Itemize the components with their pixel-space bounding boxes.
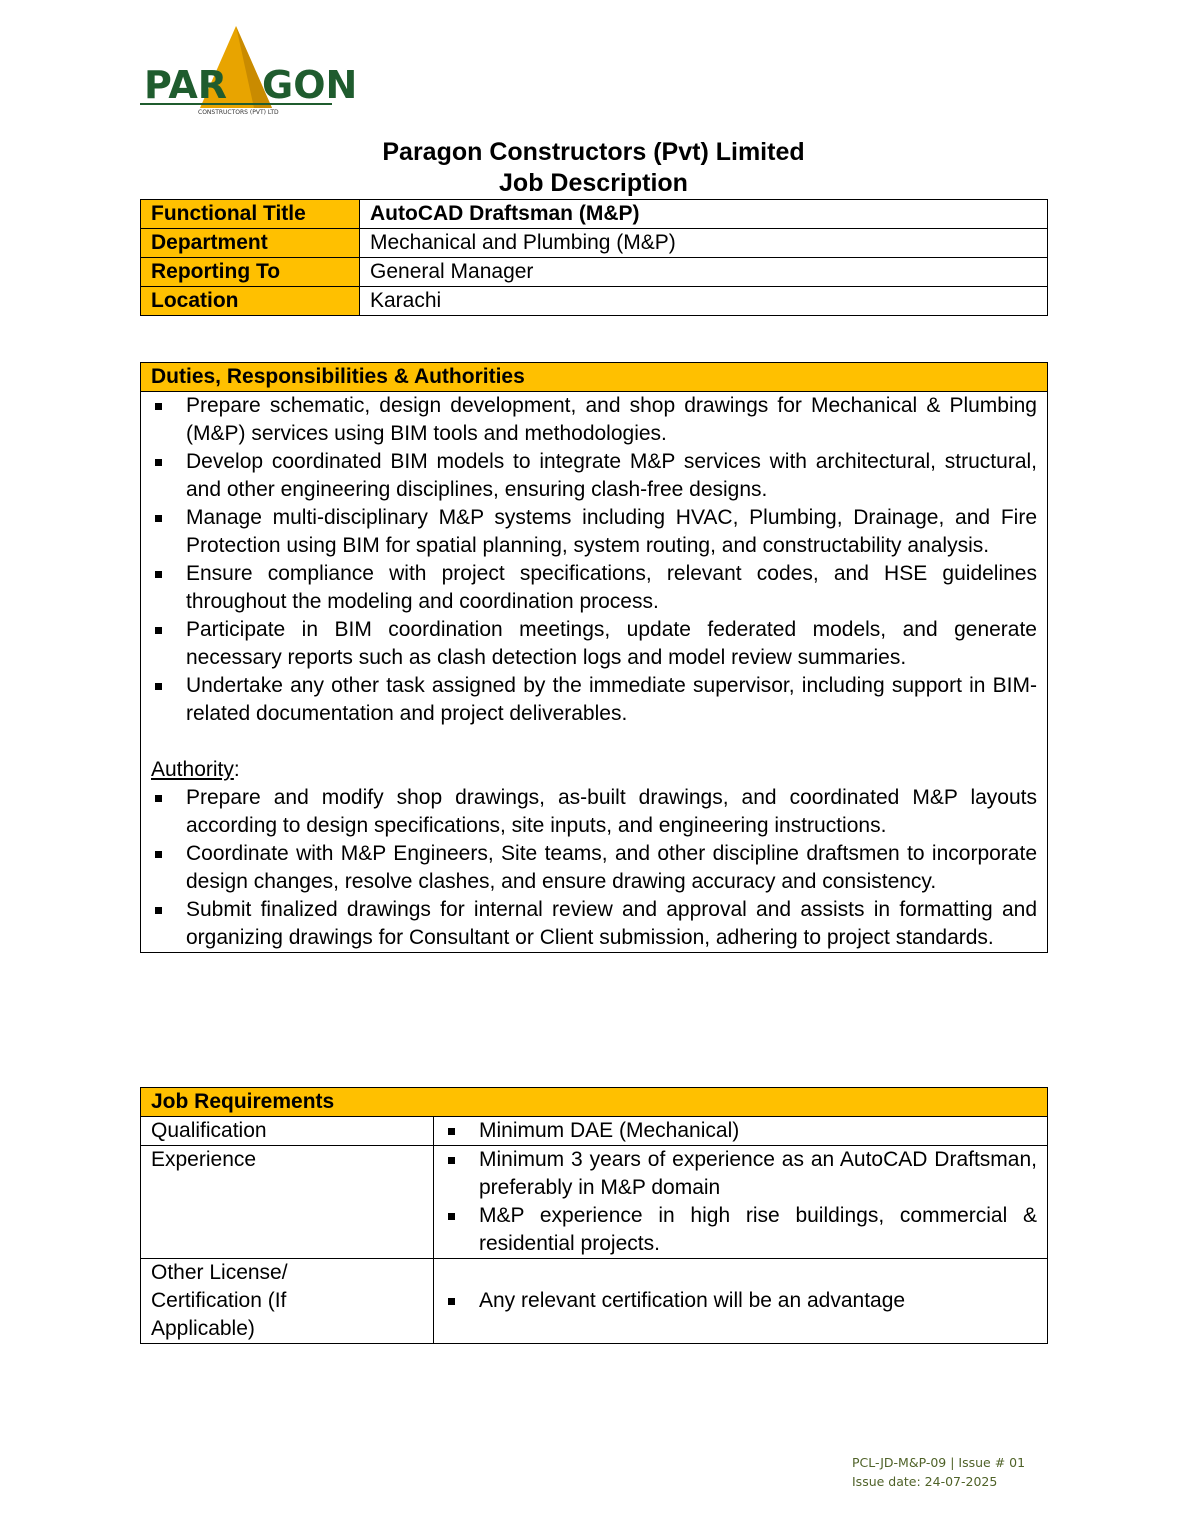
authority-list [151, 784, 1037, 952]
info-label: Location [141, 287, 360, 316]
authority-label: Authority [151, 758, 234, 781]
issue-date: Issue date: 24-07-2025 [852, 1474, 998, 1489]
info-row-reporting [141, 258, 1048, 287]
list-item: Minimum DAE (Mechanical) [444, 1117, 1037, 1145]
list-item: M&P experience in high rise buildings, commercial & residential projects. [444, 1202, 1037, 1258]
requirement-value [434, 1117, 1048, 1146]
company-name: Paragon Constructors (Pvt) Limited [382, 138, 805, 166]
list-item: Manage multi-disciplinary M&P systems including HVAC, Plumbing, Drainage, and Fire Protection using BIM for spatial planning, system routing, and constructability analysis. [151, 504, 1037, 560]
document-type: Job Description [499, 169, 688, 197]
info-value: Mechanical and Plumbing (M&P) [360, 229, 1048, 258]
list-item: Submit finalized drawings for internal review and approval and assists in formatting and organizing drawings for Consultant or Client submission, adhering to project standards. [151, 896, 1037, 952]
requirements-heading: Job Requirements [141, 1088, 1048, 1117]
list-item: Develop coordinated BIM models to integrate M&P services with architectural, structural, and other engineering disciplines, ensuring clash-free designs. [151, 448, 1037, 504]
list-item: Undertake any other task assigned by the immediate supervisor, including support in BIM-related documentation and project deliverables. [151, 672, 1037, 728]
requirement-label: Other License/ Certification (If Applicable) [141, 1259, 434, 1344]
info-label: Department [141, 229, 360, 258]
info-value: General Manager [360, 258, 1048, 287]
logo-graphic [136, 22, 358, 118]
info-label: Reporting To [141, 258, 360, 287]
list-item: Coordinate with M&P Engineers, Site teams, and other discipline draftsmen to incorporate design changes, resolve clashes, and ensure drawing accuracy and consistency. [151, 840, 1037, 896]
list-item: Ensure compliance with project specifications, relevant codes, and HSE guidelines throughout the modeling and coordination process. [151, 560, 1037, 616]
logo-wordmark-right: GON [262, 63, 358, 107]
job-info-table [140, 199, 1048, 316]
info-value: Karachi [360, 287, 1048, 316]
requirement-row-qualification [141, 1117, 1048, 1146]
list-item: Prepare and modify shop drawings, as-built drawings, and coordinated M&P layouts according to design specifications, site inputs, and engineering instructions. [151, 784, 1037, 840]
requirement-value [434, 1146, 1048, 1259]
requirement-row-certification [141, 1259, 1048, 1344]
requirement-label: Qualification [141, 1117, 434, 1146]
requirement-label: Experience [141, 1146, 434, 1259]
company-logo [136, 22, 358, 118]
requirement-value [434, 1259, 1048, 1344]
info-row-location [141, 287, 1048, 316]
info-label: Functional Title [141, 200, 360, 229]
document-footer [852, 1453, 1025, 1491]
duties-table [140, 362, 1048, 953]
requirement-row-experience [141, 1146, 1048, 1259]
logo-wordmark-left: PAR [144, 63, 228, 107]
list-item: Any relevant certification will be an advantage [444, 1287, 1037, 1315]
info-row-department [141, 229, 1048, 258]
duties-body: Prepare schematic, design development, and shop drawings for Mechanical & Plumbing (M&P) services using BIM tools and methodologies. Develop coordinated BIM models to integrate M&P services with architectural, structural, and other engineering disciplines, ensuring clash-free designs. Manage multi-disciplinary M&P systems including HVAC, Plumbing, Drainage, and Fire Protection using BIM for spatial planning, system routing, and constructability analysis. Ensure compliance with project specifications, relevant codes, and HSE guidelines throughout the modeling and coordination process. Participate in BIM coordination meetings, update federated models, and generate necessary reports such as clash detection logs and model review summaries. Undertake any other task assigned by the immediate supervisor, including support in BIM-related documentation and project deliverables. Authority: Prepare and modify shop drawings, as-built drawings, and coordinated M&P layouts according to design specifications, site inputs, and engineering instructions. Coordinate with M&P Engineers, Site teams, and other discipline draftsmen to incorporate design changes, resolve clashes, and ensure drawing accuracy and consistency. Submit finalized drawings for internal review and approval and assists in formatting and organizing drawings for Consultant or Client submission, adhering to project standards. [141, 392, 1048, 953]
list-item: Prepare schematic, design development, and shop drawings for Mechanical & Plumbing (M&P) services using BIM tools and methodologies. [151, 392, 1037, 448]
duties-list [151, 392, 1037, 728]
duties-heading: Duties, Responsibilities & Authorities [141, 363, 1048, 392]
list-item: Participate in BIM coordination meetings, update federated models, and generate necessary reports such as clash detection logs and model review summaries. [151, 616, 1037, 672]
info-value: AutoCAD Draftsman (M&P) [360, 200, 1048, 229]
info-row-title [141, 200, 1048, 229]
requirements-table [140, 1087, 1048, 1344]
list-item: Minimum 3 years of experience as an AutoCAD Draftsman, preferably in M&P domain [444, 1146, 1037, 1202]
document-code: PCL-JD-M&P-09 | Issue # 01 [852, 1455, 1026, 1470]
logo-subtitle: CONSTRUCTORS (PVT) LTD [198, 109, 279, 116]
